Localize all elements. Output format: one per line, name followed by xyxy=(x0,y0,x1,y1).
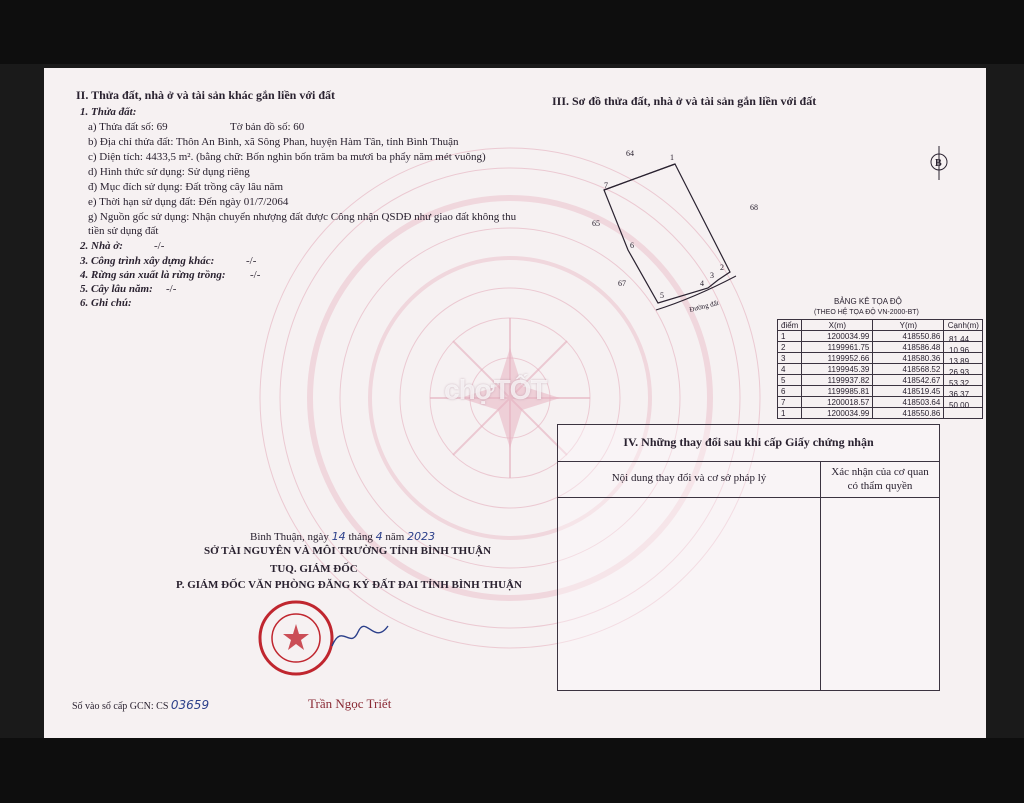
sign-date: Bình Thuận, ngày 14 tháng 4 năm 2023 xyxy=(250,530,436,543)
point-label: 7 xyxy=(604,181,608,190)
gcn-number: 03659 xyxy=(170,698,210,712)
changes-confirm-header xyxy=(821,461,939,498)
forest-heading: 4. Rừng sản xuất là rừng trồng: xyxy=(80,269,226,281)
point-label: 2 xyxy=(720,263,724,272)
table-row: 6 1199985.81 418519.45 xyxy=(778,386,983,397)
section2-heading: II. Thửa đất, nhà ở và tài sản khác gắn liền với đất xyxy=(76,88,336,102)
col-header: điểm xyxy=(778,320,802,331)
gcn-register: Số vào sổ cấp GCN: CS 03659 xyxy=(72,698,210,712)
watermark-logo: chợTỐT xyxy=(444,374,547,405)
perennial-heading: 5. Cây lâu năm: xyxy=(80,283,153,295)
point-label: 1 xyxy=(670,153,674,162)
sign-day: 14 xyxy=(331,530,346,543)
edge-length: 81.44 xyxy=(949,335,970,344)
on-behalf-title: TUQ. GIÁM ĐỐC xyxy=(270,563,358,575)
usage-purpose: đ) Mục đích sử dụng: Đất trồng cây lâu năm xyxy=(88,181,284,193)
certificate-page xyxy=(44,68,986,738)
col-header: Y(m) xyxy=(873,320,944,331)
usage-origin: g) Nguồn gốc sử dụng: Nhận chuyển nhượng đất được Công nhận QSDĐ như giao đất không thu xyxy=(88,211,517,223)
sign-year: 2023 xyxy=(407,530,436,543)
road-label: Đường đất xyxy=(688,298,720,314)
neighbor-label: 64 xyxy=(626,149,634,158)
edge-length: 26.93 xyxy=(949,368,970,377)
edge-length: 53.32 xyxy=(949,379,970,388)
col-header: Cạnh(m) xyxy=(944,320,983,331)
usage-term: e) Thời hạn sử dụng đất: Đến ngày 01/7/2064 xyxy=(88,196,289,208)
parcel-diagram xyxy=(584,148,764,328)
construction-heading: 3. Công trình xây dựng khác: xyxy=(80,255,215,267)
notes-heading: 6. Ghi chú: xyxy=(80,297,132,309)
changes-confirm-label-2: có thẩm quyền xyxy=(847,480,913,492)
changes-content-label: Nội dung thay đổi và cơ sở pháp lý xyxy=(611,472,767,484)
signer-name: Trần Ngọc Triết xyxy=(308,696,392,711)
forest-value: -/- xyxy=(250,269,261,281)
section3-heading: III. Sơ đồ thửa đất, nhà ở và tài sản gắn liền với đất xyxy=(552,94,817,108)
section4-heading: IV. Những thay đổi sau khi cấp Giấy chứng nhận xyxy=(623,435,874,449)
col-header: X(m) xyxy=(802,320,873,331)
coord-table-title: BẢNG KÊ TỌA ĐỘ xyxy=(834,297,902,306)
parcel-number: a) Thửa đất số: 69 xyxy=(88,121,168,133)
north-arrow-icon xyxy=(924,146,954,180)
table-row: 2 1199961.75 418586.48 xyxy=(778,342,983,353)
point-label: 5 xyxy=(660,291,664,300)
land-heading: 1. Thửa đất: xyxy=(80,106,137,118)
map-sheet: Tờ bản đồ số: 60 xyxy=(230,121,305,133)
edge-length: 10.96 xyxy=(949,346,970,355)
bottom-dark-border xyxy=(0,738,1024,803)
north-label: B xyxy=(935,158,942,169)
changes-box xyxy=(557,424,940,691)
parcel-address: b) Địa chỉ thửa đất: Thôn An Bình, xã Sông Phan, huyện Hàm Tân, tỉnh Bình Thuận xyxy=(88,136,459,148)
neighbor-label: 67 xyxy=(618,279,626,288)
table-row: 4 1199945.39 418568.52 xyxy=(778,364,983,375)
table-row: 7 1200018.57 418503.64 xyxy=(778,397,983,408)
table-row: 1 1200034.99 418550.86 xyxy=(778,331,983,342)
point-label: 6 xyxy=(630,241,634,250)
table-row: 1 1200034.99 418550.86 xyxy=(778,408,983,419)
top-dark-border xyxy=(0,0,1024,64)
issuing-agency: SỞ TÀI NGUYÊN VÀ MÔI TRƯỜNG TỈNH BÌNH THUẬN xyxy=(204,545,492,557)
changes-content-header xyxy=(558,461,821,498)
perennial-value: -/- xyxy=(166,283,177,295)
edge-length: 50.00 xyxy=(949,401,970,410)
table-row: 3 1199952.66 418580.36 xyxy=(778,353,983,364)
edge-length: 13.89 xyxy=(949,357,970,366)
sign-month: 4 xyxy=(375,530,383,543)
usage-origin-cont: tiền sử dụng đất xyxy=(88,225,159,237)
edge-length: 36.37 xyxy=(949,390,970,399)
point-label: 4 xyxy=(700,279,704,288)
construction-value: -/- xyxy=(246,255,257,267)
parcel-area: c) Diện tích: 4433,5 m². (bằng chữ: Bốn nghìn bốn trăm ba mươi ba phẩy năm mét vuông) xyxy=(88,151,486,163)
point-label: 3 xyxy=(710,271,714,280)
table-row: 5 1199937.82 418542.67 xyxy=(778,375,983,386)
usage-form: d) Hình thức sử dụng: Sử dụng riêng xyxy=(88,166,250,178)
house-value: -/- xyxy=(154,240,165,252)
coord-table-subtitle: (THEO HỆ TỌA ĐỘ VN-2000-BT) xyxy=(814,309,919,316)
handwritten-signature xyxy=(328,616,398,656)
red-seal-stamp xyxy=(256,598,336,678)
neighbor-label: 65 xyxy=(592,219,600,228)
deputy-title: P. GIÁM ĐỐC VĂN PHÒNG ĐĂNG KÝ ĐẤT ĐAI TỈNH BÌNH THUẬN xyxy=(176,579,522,591)
changes-confirm-label-1: Xác nhận của cơ quan xyxy=(831,466,929,478)
house-heading: 2. Nhà ở: xyxy=(80,240,123,252)
neighbor-label: 68 xyxy=(750,203,758,212)
